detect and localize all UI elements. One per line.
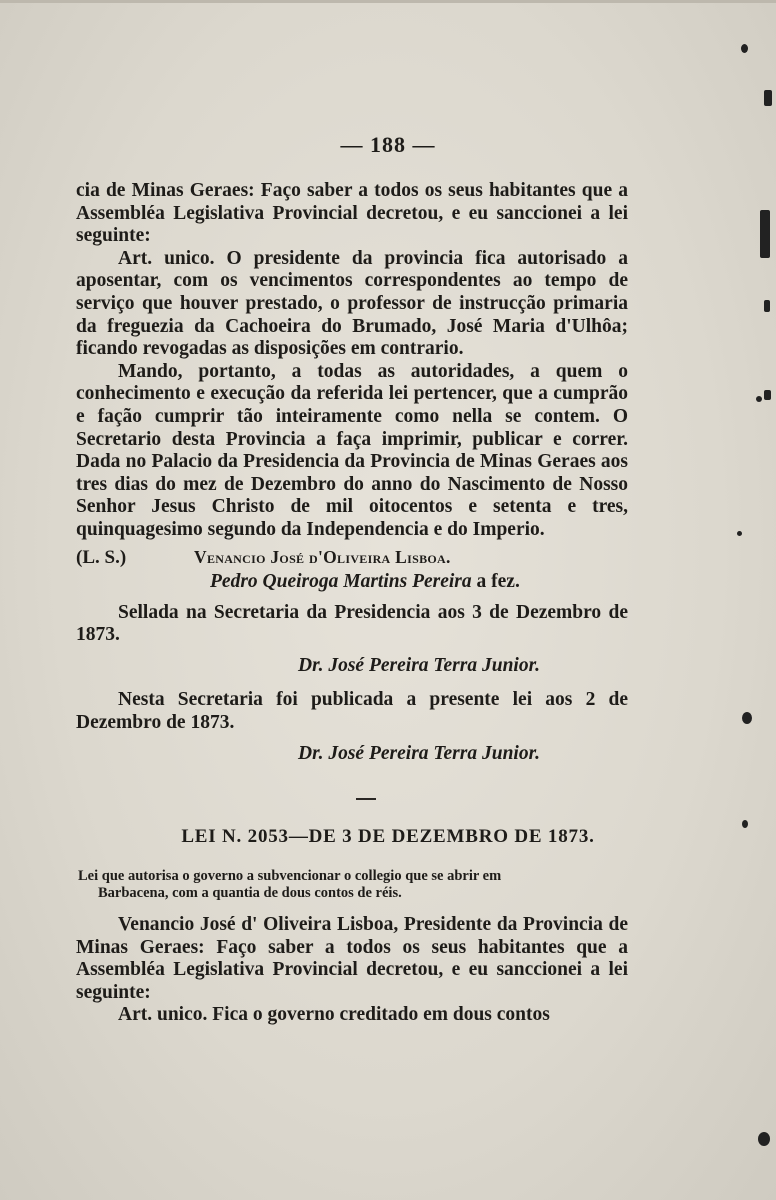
- paragraph-article-2: Art. unico. Fica o governo creditado em dous contos: [118, 1004, 550, 1026]
- seal-mark: (L. S.): [76, 546, 127, 568]
- signature-row: [76, 546, 628, 570]
- section-separator: [356, 798, 376, 800]
- page-number: — 188 —: [340, 132, 436, 157]
- law-text-block-2: [76, 914, 628, 1027]
- summary-line-2: Barbacena, com a quantia de dous contos de réis.: [98, 885, 402, 901]
- law-summary: [78, 868, 634, 902]
- secretary-signature-2: Dr. José Pereira Terra Junior.: [298, 742, 540, 764]
- secretary-signature-1: Dr. José Pereira Terra Junior.: [298, 654, 540, 676]
- sealed-note: Sellada na Secretaria da Presidencia aos 3 de Dezembro de 1873.: [76, 601, 628, 646]
- page-top-edge: [0, 0, 776, 3]
- president-signature: Venancio José d'Oliveira Lisboa.: [194, 546, 451, 567]
- clerk-suffix: a fez.: [476, 571, 520, 593]
- paragraph-promulgation: cia de Minas Geraes: Faço saber a todos os seus habitantes que a Assembléa Legislativa Provincial decretou, e eu sanccionei a lei seguinte:: [76, 180, 628, 247]
- summary-line-1: Lei que autorisa o governo a subvencionar o collegio que se abrir em: [78, 868, 502, 884]
- law-text-block-1: [76, 180, 628, 765]
- paragraph-mando: Mando, portanto, a todas as autoridades, a quem o conhecimento e execução da referida lei pertencer, que a cumprão e fação cumprir tão inteiramente como nella se contem. O Secretario desta Provincia a faça imprimir, publicar e correr. Dada no Palacio da Presidencia da Provincia de Minas Geraes aos tres dias do mez de Dezembro do anno do Nascimento de Nosso Senhor Jesus Christo de mil oitocentos e setenta e tres, quinquagesimo segundo da Independencia e do Imperio.: [76, 360, 628, 540]
- law-title: LEI N. 2053—DE 3 DE DEZEMBRO DE 1873.: [181, 826, 595, 847]
- paragraph-article: Art. unico. O presidente da provincia fica autorisado a aposentar, com os vencimentos correspondentes ao tempo de serviço que houver prestado, o professor de instrucção primaria da freguezia da Cachoeira do Brumado, José Maria d'Ulhôa; ficando revogadas as disposições em contrario.: [76, 247, 628, 360]
- clerk-name: Pedro Queiroga Martins Pereira: [210, 571, 472, 593]
- clerk-line: [76, 571, 628, 594]
- paragraph-venancio: Venancio José d' Oliveira Lisboa, Presidente da Provincia de Minas Geraes: Faço saber a todos os seus habitantes que a Assembléa Legislativa Provincial decretou, e eu sanccionei a lei seguinte:: [76, 914, 628, 1003]
- published-note: Nesta Secretaria foi publicada a presente lei aos 2 de Dezembro de 1873.: [76, 689, 628, 734]
